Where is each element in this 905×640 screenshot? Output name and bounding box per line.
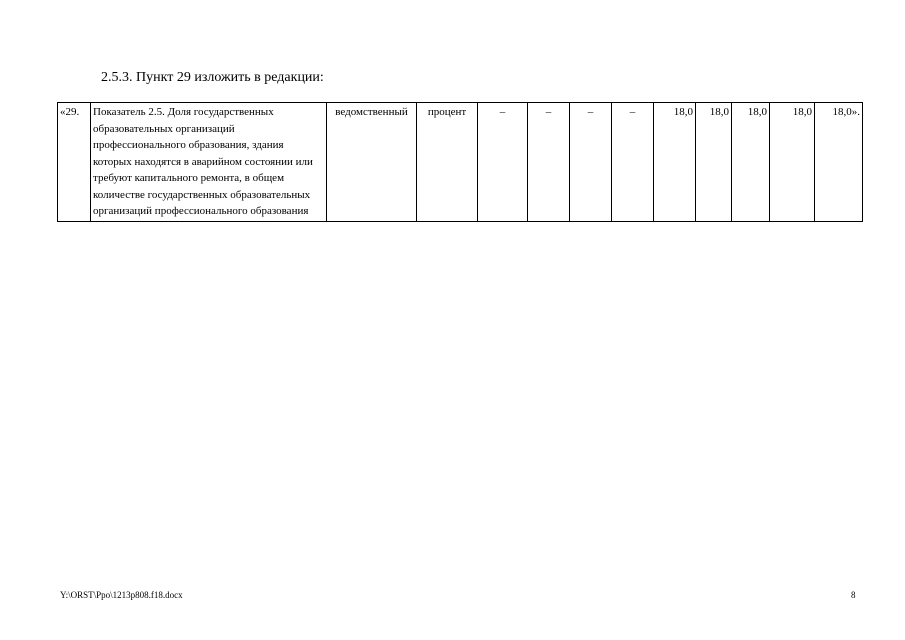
value-cell: 18,0	[654, 103, 696, 222]
value-cell: 18,0	[696, 103, 732, 222]
dash-cell: –	[478, 103, 528, 222]
table-row	[58, 103, 863, 222]
value-cell: 18,0	[732, 103, 770, 222]
item-number-cell: «29.	[58, 103, 91, 222]
amendment-heading: 2.5.3. Пункт 29 изложить в редакции:	[101, 70, 324, 85]
dash-cell: –	[528, 103, 570, 222]
footer-file-path: Y:\ORST\Ppo\1213p808.f18.docx	[60, 590, 183, 600]
dash-cell: –	[570, 103, 612, 222]
value-cell: 18,0	[770, 103, 815, 222]
unit-cell: процент	[417, 103, 478, 222]
dash-cell: –	[612, 103, 654, 222]
indicator-name-cell: Показатель 2.5. Доля государственных образовательных организаций профессионального образования, здания которых находятся в аварийном состоянии или требуют капитального ремонта, в общем количестве государственных образовательных организаций профессионального образования	[91, 103, 327, 222]
indicator-type-cell: ведомственный	[327, 103, 417, 222]
indicator-table	[57, 102, 863, 222]
value-cell: 18,0».	[815, 103, 863, 222]
page-number: 8	[851, 590, 856, 600]
